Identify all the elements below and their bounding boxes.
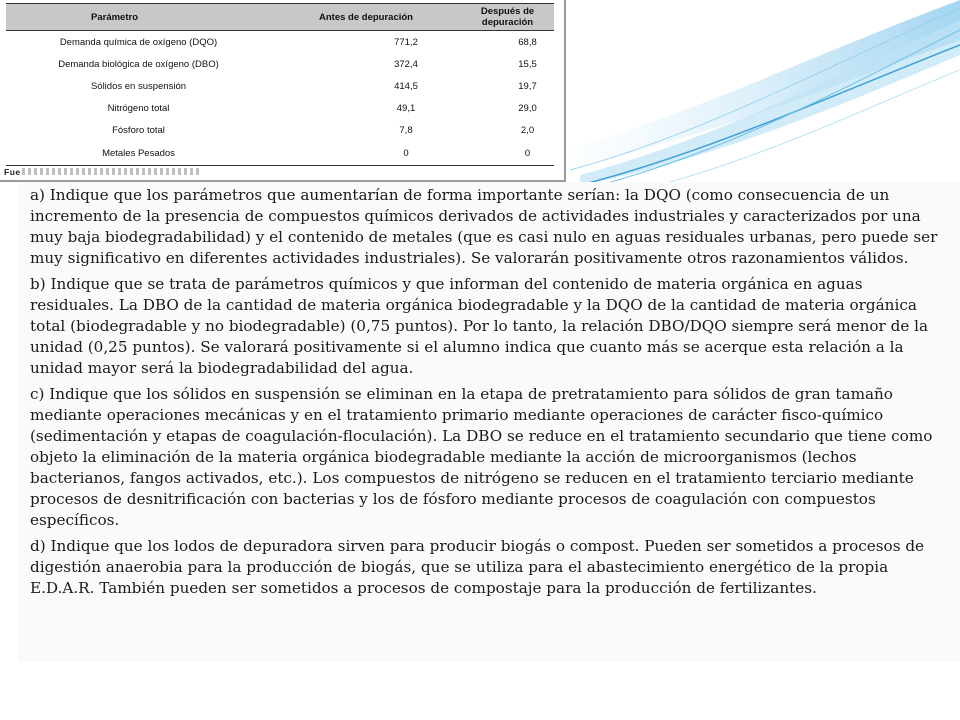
answer-panel xyxy=(18,182,960,662)
row-label: Metales Pesados xyxy=(6,141,271,166)
answer-text xyxy=(30,185,950,604)
row-label: Sólidos en suspensión xyxy=(90,80,187,92)
row-label: Nitrógeno total xyxy=(107,102,170,114)
header-despues: Después de depuración xyxy=(480,6,535,28)
row-after: 29,0 xyxy=(518,102,537,114)
row-after: 15,5 xyxy=(518,58,537,70)
table-row xyxy=(6,75,554,97)
table-row xyxy=(6,141,554,166)
row-after: 2,0 xyxy=(520,124,535,136)
table-row xyxy=(6,119,554,141)
row-after: 68,8 xyxy=(518,36,537,48)
table-source-blurred xyxy=(22,168,202,175)
row-label: Demanda química de oxígeno (DQO) xyxy=(59,36,218,48)
answer-b: b) Indique que se trata de parámetros químicos y que informan del contenido de materia orgánica en aguas residuales. La DBO de la cantidad de materia orgánica biodegradable y la DQO de la cantidad de materia orgánica total (biodegradable y no biodegradable) (0,75 puntos). Por lo tanto, la relación DBO/DQO siempre será menor de la unidad (0,25 puntos). Se valorará positivamente si el alumno indica que cuanto más se acerque esta relación a la unidad mayor será la biodegradabilidad del agua. xyxy=(30,275,929,377)
row-after: 19,7 xyxy=(518,80,537,92)
answer-a: a) Indique que los parámetros que aumentarían de forma importante serían: la DQO (como consecuencia de un incremento de la presencia de compuestos químicos derivados de actividades industriales y caracterizados por una muy baja biodegradabilidad) y el contenido de metales (que es casi nulo en aguas residuales urbanas, pero puede ser muy significativo en diferentes actividades industriales). Se valorarán positivamente otros razonamientos válidos. xyxy=(30,186,938,267)
table-row xyxy=(6,53,554,75)
decorative-swoosh xyxy=(560,0,960,200)
row-before: 771,2 xyxy=(394,36,418,48)
row-label: Fósforo total xyxy=(112,124,165,136)
row-before: 0 xyxy=(271,141,461,166)
row-label: Demanda biológica de oxígeno (DBO) xyxy=(58,58,219,70)
row-before: 372,4 xyxy=(394,58,418,70)
row-before: 49,1 xyxy=(396,102,416,114)
parameter-table-image xyxy=(0,0,566,182)
row-before: 414,5 xyxy=(394,80,418,92)
table-source-fragment: Fue xyxy=(4,167,21,177)
header-antes: Antes de depuración xyxy=(319,11,413,23)
table-header-row xyxy=(6,4,554,31)
answer-c: c) Indique que los sólidos en suspensión se eliminan en la etapa de pretratamiento para sólidos de gran tamaño mediante operaciones mecánicas y en el tratamiento primario mediante operaciones de carácter fisco-químico (sedimentación y etapas de coagulación-floculación). La DBO se reduce en el tratamiento secundario que tiene como objeto la eliminación de la materia orgánica biodegradable mediante la acción de microorganismos (lechos bacterianos, fangos activados, etc.). Los compuestos de nitrógeno se reducen en el tratamiento terciario mediante procesos de desnitrificación con bacterias y los de fósforo mediante procesos de coagulación con compuestos específicos. xyxy=(30,385,933,529)
answer-d: d) Indique que los lodos de depuradora sirven para producir biogás o compost. Pueden ser sometidos a procesos de digestión anaerobia para la producción de biogás, que se utiliza para el abastecimiento energético de la propia E.D.A.R. También pueden ser sometidos a procesos de compostaje para la producción de fertilizantes. xyxy=(30,537,925,597)
table-row xyxy=(6,97,554,119)
row-before: 7,8 xyxy=(399,124,413,136)
header-parametro: Parámetro xyxy=(91,11,138,23)
parameter-table xyxy=(6,3,554,166)
table-row xyxy=(6,31,554,54)
row-after: 0 xyxy=(461,141,554,166)
